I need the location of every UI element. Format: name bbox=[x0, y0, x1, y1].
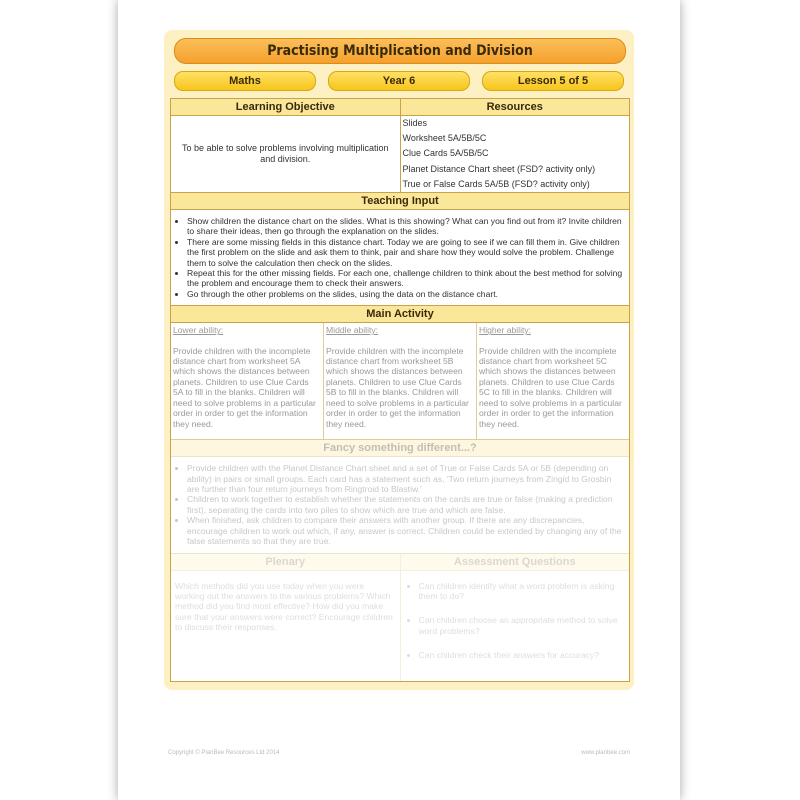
main-activity-header: Main Activity bbox=[171, 306, 629, 323]
document-page bbox=[118, 0, 680, 800]
resources-header: Resources bbox=[401, 99, 630, 116]
resource-item: Worksheet 5A/5B/5C bbox=[402, 133, 487, 144]
ability-label: Higher ability: bbox=[479, 325, 532, 336]
objective-resources-row bbox=[171, 99, 629, 192]
teaching-point: • Show children the distance chart on the slides. What is this showing? What can you find out from it? Invite children to share their ideas, then go through the explanation on the slides. bbox=[187, 216, 625, 237]
assessment-header: Assessment Questions bbox=[401, 554, 630, 571]
lesson-pill: Lesson 5 of 5 bbox=[482, 71, 624, 91]
ability-label: Middle ability: bbox=[326, 325, 379, 336]
activity-lower bbox=[171, 323, 323, 439]
ability-label: Lower ability: bbox=[173, 325, 224, 336]
activity-text: Provide children with the incomplete distance chart from worksheet 5C which shows the distances between planets. Children to use Clue Cards 5C to fill in the blanks. Children will need to solve problems in a particular order in order to get the information they need. bbox=[479, 345, 622, 429]
footer-website: www.planbee.com bbox=[581, 750, 630, 756]
resource-item: Clue Cards 5A/5B/5C bbox=[402, 148, 489, 159]
plenary-text: Which methods did you use today when you were working out the answers to the various problems? Which method did you find most effective? How did you make sure that your answers were correct? Encourage children to discuss their responses. bbox=[175, 580, 393, 633]
teaching-text bbox=[171, 210, 629, 306]
fancy-point: • Provide children with the Planet Distance Chart sheet and a set of True or False Cards 5A or 5B (depending on ability) in pairs or small groups. Each card has a statement such as, 'Two return journeys from Zingid to Grosbin are further than four return journeys from Ringtroid to Blastiw.' bbox=[187, 463, 625, 494]
assessment-question: • Can children identify what a word problem is asking them to do? bbox=[419, 581, 626, 602]
activity-higher bbox=[476, 323, 629, 439]
year-pill: Year 6 bbox=[328, 71, 470, 91]
fancy-point: • When finished, ask children to compare their answers with another group. If there are any discrepancies, encourage children to work out which, if any, answer is correct. Children could be extended by changing any of the false statements so that they are true. bbox=[187, 515, 625, 546]
resource-item: True or False Cards 5A/5B (FSD? activity only) bbox=[402, 178, 590, 189]
lesson-grid bbox=[170, 98, 630, 682]
subject-pill: Maths bbox=[174, 71, 316, 91]
teaching-header: Teaching Input bbox=[171, 192, 629, 210]
assessment-question: • Can children check their answers for accuracy? bbox=[419, 650, 626, 660]
teaching-point: • There are some missing fields in this distance chart. Today we are going to see if we can fill them in. Give children the first problem on the slide and ask them to think, pair and share how they would solve the problem. Challenge them to solve the calculation then check on the slides. bbox=[187, 237, 625, 268]
lesson-plan-frame bbox=[164, 30, 634, 690]
fancy-point: • Children to work together to establish whether the statements on the cards are true or false (making a prediction first), separating the cards into two piles to show which are true and which are false. bbox=[187, 494, 625, 515]
main-activity-row bbox=[171, 323, 629, 440]
footer-copyright: Copyright © PlanBee Resources Ltd 2014 bbox=[168, 750, 280, 756]
page-title: Practising Multiplication and Division bbox=[174, 38, 626, 64]
activity-middle bbox=[323, 323, 476, 439]
objective-header: Learning Objective bbox=[171, 99, 400, 116]
teaching-point: • Repeat this for the other missing fields. For each one, challenge children to think about the best method for solving the problem and encourage them to check their answers. bbox=[187, 268, 625, 289]
teaching-point: • Go through the other problems on the slides, using the data on the distance chart. bbox=[187, 289, 625, 299]
activity-text: Provide children with the incomplete distance chart from worksheet 5A which shows the distances between planets. Children to use Clue Cards 5A to fill in the blanks. Children will need to solve problems in a particular order in order to get the information they need. bbox=[173, 345, 316, 429]
plenary-assessment-row bbox=[171, 554, 629, 681]
assessment-question: • Can children choose an appropriate method to solve word problems? bbox=[419, 615, 626, 636]
assessment-list bbox=[401, 571, 630, 681]
fancy-header: Fancy something different...? bbox=[171, 440, 629, 457]
resources-list bbox=[401, 116, 630, 192]
resource-item: Slides bbox=[402, 118, 428, 128]
objective-text: To be able to solve problems involving multiplication and division. bbox=[181, 143, 389, 164]
activity-text: Provide children with the incomplete distance chart from worksheet 5B which shows the distances between planets. Children to use Clue Cards 5B to fill in the blanks. Children will need to solve problems in a particular order in order to get the information they need. bbox=[326, 345, 469, 429]
plenary-header: Plenary bbox=[171, 554, 400, 571]
fancy-text bbox=[171, 457, 629, 553]
resource-item: Planet Distance Chart sheet (FSD? activity only) bbox=[402, 163, 596, 174]
